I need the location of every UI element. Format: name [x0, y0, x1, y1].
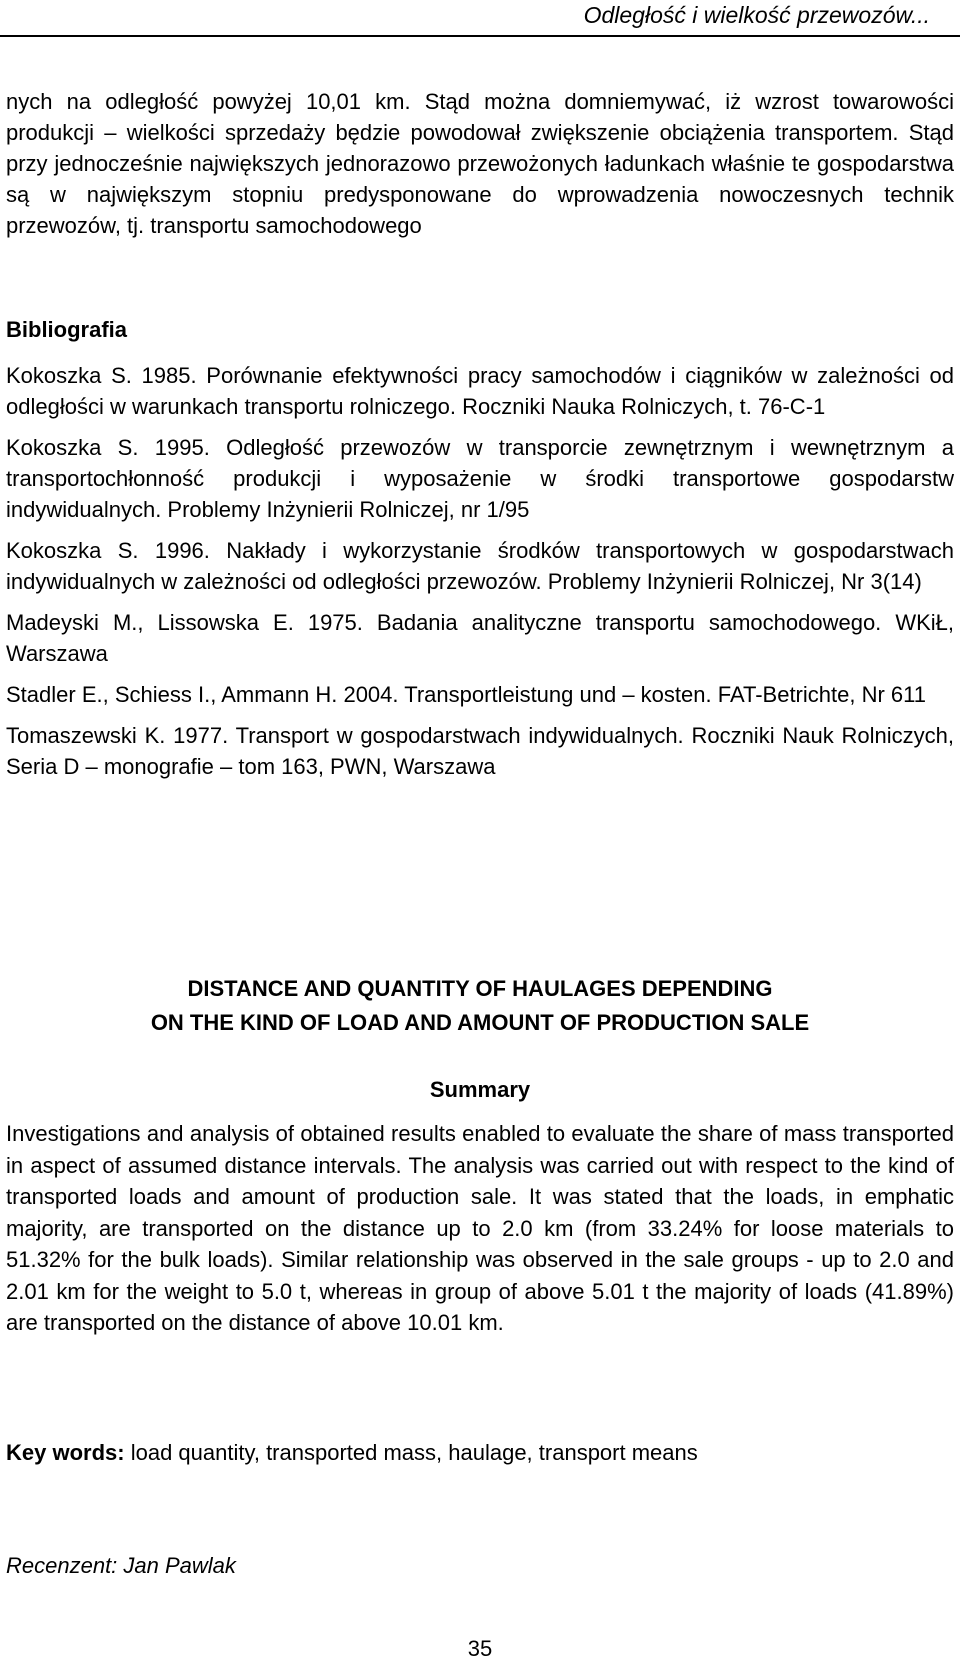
- english-title-line1: DISTANCE AND QUANTITY OF HAULAGES DEPENDING: [187, 976, 773, 1001]
- bibliography-list: [6, 360, 954, 792]
- bibliography-entry: Kokoszka S. 1996. Nakłady i wykorzystanie środków transportowych w gospodarstwach indywidualnych w zależności od odległości przewozów. Problemy Inżynierii Rolniczej, Nr 3(14): [6, 538, 954, 594]
- english-title-line2: ON THE KIND OF LOAD AND AMOUNT OF PRODUCTION SALE: [150, 1010, 810, 1035]
- bibliography-entry: Stadler E., Schiess I., Ammann H. 2004. Transportleistung und – kosten. FAT-Betrichte, Nr 611: [6, 682, 926, 707]
- running-header: Odległość i wielkość przewozów...: [0, 0, 960, 37]
- reviewer: Recenzent: Jan Pawlak: [6, 1553, 236, 1578]
- intro-paragraph: nych na odległość powyżej 10,01 km. Stąd można domniemywać, iż wzrost towarowości produkcji – wielkości sprzedaży będzie powodował zwiększenie obciążenia transportem. Stąd przy jednocześnie największych jednorazowo przewożonych ładunkach właśnie te gospodarstwa są w największym stopniu predysponowane do wprowadzenia nowoczesnych technik przewozów, tj. transportu samochodowego: [6, 89, 954, 238]
- bibliography-entry: Tomaszewski K. 1977. Transport w gospodarstwach indywidualnych. Roczniki Nauk Rolniczych, Seria D – monografie – tom 163, PWN, Warszawa: [6, 723, 954, 779]
- page-number: 35: [467, 1636, 493, 1661]
- summary-heading: Summary: [429, 1077, 531, 1102]
- keywords: [6, 1437, 954, 1468]
- summary-text: Investigations and analysis of obtained results enabled to evaluate the share of mass transported in aspect of assumed distance intervals. The analysis was carried out with respect to the kind of transported loads and amount of production sale. It was stated that the loads, in emphatic majority, are transported on the distance up to 2.0 km (from 33.24% for loose materials to 51.32% for the bulk loads). Similar relationship was observed in the sale groups - up to 2.0 and 2.01 km for the weight to 5.0 t, whereas in group of above 5.01 t the majority of loads (41.89%) are transported on the distance of above 10.01 km.: [6, 1121, 954, 1335]
- bibliography-heading: Bibliografia: [6, 317, 128, 342]
- english-title: [0, 972, 960, 1040]
- bibliography-entry: Kokoszka S. 1995. Odległość przewozów w transporcie zewnętrznym i wewnętrznym a transportochłonność produkcji i wyposażenie w środki transportowe gospodarstw indywidualnych. Problemy Inżynierii Rolniczej, nr 1/95: [6, 435, 954, 522]
- keywords-text: load quantity, transported mass, haulage, transport means: [130, 1440, 698, 1465]
- bibliography-entry: Madeyski M., Lissowska E. 1975. Badania analityczne transportu samochodowego. WKiŁ, Warszawa: [6, 610, 954, 666]
- keywords-label: Key words:: [6, 1440, 125, 1465]
- bibliography-entry: Kokoszka S. 1985. Porównanie efektywności pracy samochodów i ciągników w zależności od odległości w warunkach transportu rolniczego. Roczniki Nauka Rolniczych, t. 76-C-1: [6, 363, 954, 419]
